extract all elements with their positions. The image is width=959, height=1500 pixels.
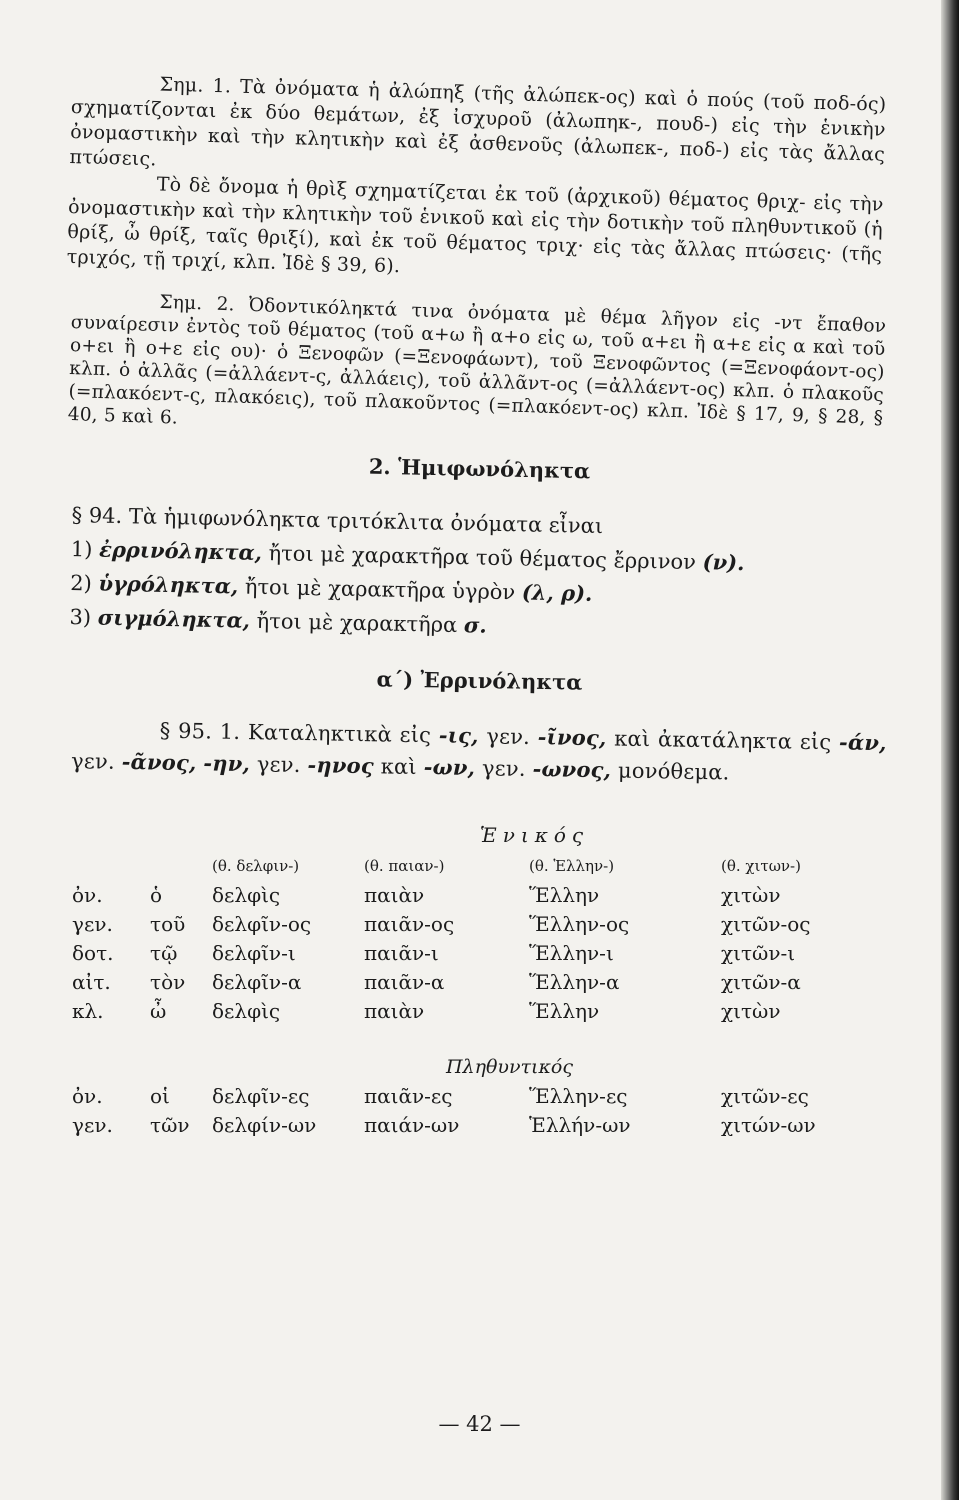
table-cell: τὸν [150, 970, 186, 994]
table-cell: παιᾶν-ες [364, 1084, 453, 1108]
paragraph-95-text: § 95. 1. Καταληκτικὰ εἰς -ις, γεν. -ῖνος, καὶ ἀκατάληκτα εἰς -άν, γεν. -ᾶνος, -ην, γεν. -ηνος καὶ -ων, γεν. -ωνος, μονόθεμα. [70, 718, 887, 785]
subsection-title: α΄) Ἐρρινόληκτα [376, 666, 583, 695]
table-cell: κλ. [72, 999, 104, 1023]
table-cell: δελφῖν-α [212, 970, 302, 994]
table-cell: Ἕλλην-ες [529, 1084, 628, 1108]
page-number: — 42 — [438, 1412, 521, 1436]
note-1-continuation: Τὸ δὲ ὄνομα ἡ θρὶξ σχηματίζεται ἐκ τοῦ (ἀρχικοῦ) θέματος θριχ- εἰς τὴν ὀνομαστικὴν καὶ τὴν κλητικὴν τοῦ ἑνικοῦ καὶ εἰς τὴν δοτικὴν τοῦ πληθυντικοῦ (ἡ θρίξ, ὦ θρίξ, ταῖς θριξί), καὶ ἐκ τοῦ θέματος τριχ· εἰς τὰς ἄλλας πτώσεις· (τῆς τριχός, τῇ τριχί, κλπ. Ἰδὲ § 39, 6). [66, 173, 884, 278]
table-cell: δελφὶς [212, 883, 281, 907]
table-cell: τῷ [150, 941, 178, 965]
table-cell: οἱ [150, 1084, 170, 1108]
table-cell: παιᾶν-ι [364, 941, 439, 965]
page-edge-shadow [941, 0, 959, 1500]
note-1-text: Σημ. 1. Τὰ ὀνόματα ἡ ἀλώπηξ (τῆς ἀλώπεκ-ος) καὶ ὁ πούς (τοῦ ποδ-ός) σχηματίζονται ἐκ δύο θεμάτων, ἐξ ἰσχυροῦ (ἀλωπηκ-, πουδ-) εἰς τὴν ἑνικὴν ὀνομαστικὴν καὶ τὴν κλητικὴν καὶ ἐξ ἀσθενοῦς (ἀλωπεκ-, ποδ-) εἰς τὰς ἄλλας πτώσεις. [69, 73, 887, 171]
note-1 [66, 70, 886, 293]
table-cell: γεν. [72, 1113, 113, 1137]
table-cell: παιάν-ων [364, 1113, 460, 1137]
table-cell: παιᾶν-ος [364, 912, 455, 936]
table-cell: ὁ [150, 883, 163, 907]
table-header: (θ. Ἑλλην-) [529, 857, 615, 875]
table-cell: ὀν. [72, 1084, 103, 1108]
table-cell: Ἕλλην-α [529, 970, 620, 994]
table-cell: χιτῶν-ος [721, 912, 811, 936]
table-cell: τοῦ [150, 912, 186, 936]
table-cell: ὀν. [72, 883, 103, 907]
table-cell: χιτῶν-ι [721, 941, 796, 965]
note-2-text: Σημ. 2. Ὀδοντικόληκτά τινα ὀνόματα μὲ θέμα λῆγον εἰς -ντ ἔπαθον συναίρεσιν ἐντὸς τοῦ θέματος (τοῦ α+ω ἢ α+ο εἰς ω, τοῦ α+ει ἢ α+ε εἰς α καὶ τοῦ ο+ει ἢ ο+ε εἰς ου)· ὁ Ξενοφῶν (=Ξενοφάωντ), τοῦ Ξενοφῶντος (=Ξενοφάοντ-ος) κλπ. ὁ ἀλλᾶς (=ἀλλάεντ-ς, ἀλλάεις), τοῦ ἀλλᾶντ-ος (=ἀλλάεντ-ος) κλπ. ὁ πλακοῦς (=πλακόεντ-ς, πλακόεις), τοῦ πλακοῦντος (=πλακόεντ-ος) κλπ. Ἰδὲ § 17, 9, § 28, § 40, 5 καὶ 6. [67, 291, 887, 429]
table-cell: δελφὶς [212, 999, 281, 1023]
table-cell: γεν. [72, 912, 113, 936]
table-cell: παιᾶν-α [364, 970, 445, 994]
table-header: (θ. χιτων-) [721, 857, 801, 875]
singular-table [72, 851, 887, 1026]
table-header [150, 851, 212, 881]
plural-title: Πληθυντικός [445, 1056, 574, 1078]
table-header: (θ. δελφιν-) [212, 857, 300, 875]
table-cell: αἰτ. [72, 970, 111, 994]
table-cell: Ἕλλην [529, 883, 600, 907]
table-cell: δοτ. [72, 941, 114, 965]
table-cell: παιὰν [364, 883, 425, 907]
paragraph-94 [69, 499, 887, 651]
table-cell: παιὰν [364, 999, 425, 1023]
singular-title: Ἑνικός [479, 823, 590, 847]
section-title: 2. Ἡμιφωνόληκτα [368, 453, 591, 484]
paragraph-94-intro: § 94. Τὰ ἡμιφωνόληκτα τριτόκλιτα ὀνόματα εἶναι [71, 502, 604, 539]
paragraph-95 [71, 713, 887, 791]
plural-table [72, 1082, 887, 1140]
list-item: 1) ἐρρινόληκτα, ἤτοι μὲ χαρακτῆρα τοῦ θέματος ἔρρινον (ν). [70, 536, 745, 576]
note-2 [67, 288, 886, 453]
table-cell: δελφῖν-ος [212, 912, 312, 936]
list-item: 2) ὑγρόληκτα, ἤτοι μὲ χαρακτῆρα ὑγρὸν (λ, ρ). [69, 570, 593, 606]
table-cell: δελφίν-ων [212, 1113, 317, 1137]
table-cell: ὦ [150, 999, 167, 1023]
page-content [66, 70, 887, 1140]
table-cell: Ἕλλην [529, 999, 600, 1023]
table-cell: χιτῶν-α [721, 970, 801, 994]
list-item: 3) σιγμόληκτα, ἤτοι μὲ χαρακτῆρα σ. [69, 604, 488, 638]
table-cell: χιτὼν [721, 883, 781, 907]
table-header: (θ. παιαν-) [364, 857, 445, 875]
table-cell: δελφῖν-ι [212, 941, 296, 965]
table-cell: χιτῶν-ες [721, 1084, 809, 1108]
table-cell: Ἕλλην-ι [529, 941, 614, 965]
table-cell: χιτών-ων [721, 1113, 816, 1137]
table-header [72, 851, 150, 881]
table-cell: Ἑλλήν-ων [529, 1113, 631, 1137]
table-cell: δελφῖν-ες [212, 1084, 310, 1108]
table-cell: Ἕλλην-ος [529, 912, 630, 936]
table-cell: χιτὼν [721, 999, 781, 1023]
table-cell: τῶν [150, 1113, 190, 1137]
